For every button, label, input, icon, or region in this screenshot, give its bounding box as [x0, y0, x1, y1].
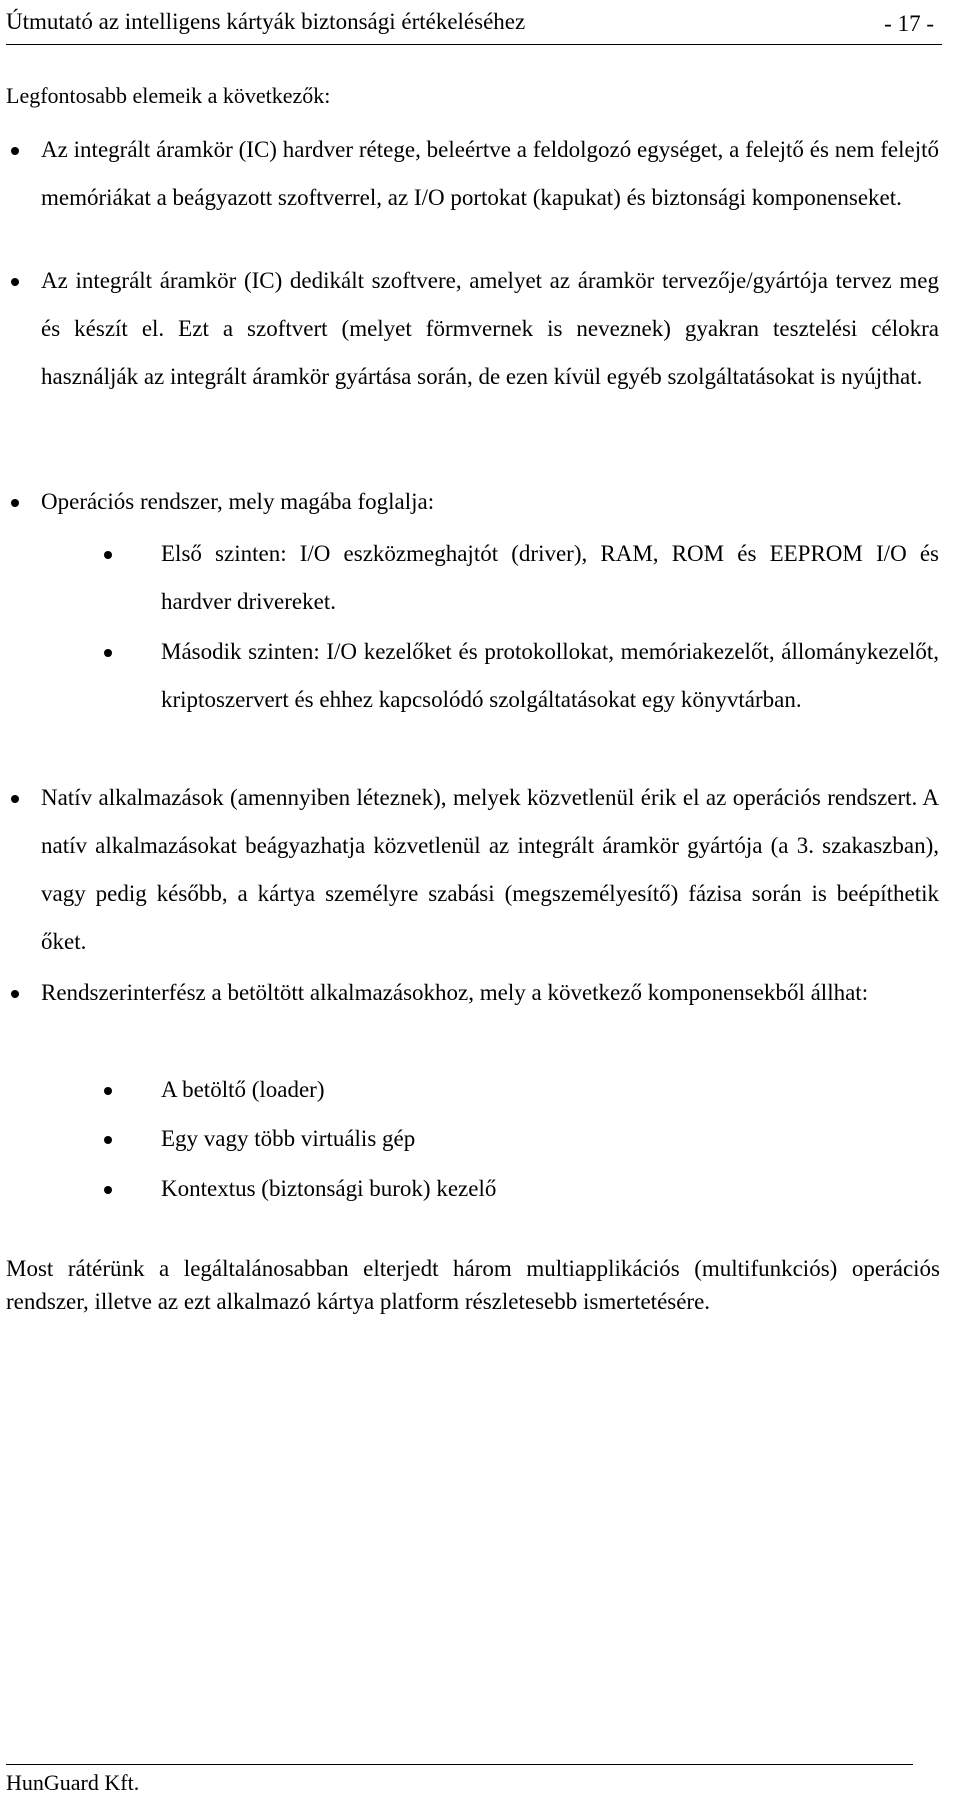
list-item-text: A betöltő (loader) [161, 1077, 325, 1102]
list-item-text: Második szinten: I/O kezelőket és protokollokat, memóriakezelőt, állománykezelőt, kriptoszervert és ehhez kapcsolódó szolgáltatásokat egy könyvtárban. [161, 639, 939, 712]
bullet-icon [11, 990, 19, 998]
header-title: Útmutató az intelligens kártyák biztonsági értékeléséhez [6, 9, 526, 34]
closing-text: Most rátérünk a legáltalánosabban elterjedt három multiapplikációs (multifunkciós) operációs rendszer, illetve az ezt alkalmazó kártya platform részletesebb ismertetésére. [6, 1256, 940, 1314]
footer-company: HunGuard Kft. [6, 1770, 140, 1795]
bullet-icon [11, 278, 19, 286]
footer-divider [6, 1764, 913, 1765]
intro-line: Legfontosabb elemeik a következők: [6, 83, 331, 108]
list-item-text: Első szinten: I/O eszközmeghajtót (driver), RAM, ROM és EEPROM I/O és hardver drivereket. [161, 541, 939, 614]
bullet-icon [104, 1087, 112, 1095]
list-item [161, 628, 939, 724]
list-item [41, 257, 939, 401]
bullet-icon [104, 551, 112, 559]
list-item [161, 530, 939, 626]
list-item [41, 478, 939, 526]
bullet-icon [11, 499, 19, 507]
bullet-icon [11, 147, 19, 155]
bullet-icon [104, 1136, 112, 1144]
page-number: - 17 - [884, 11, 934, 36]
closing-paragraph [6, 1252, 940, 1318]
list-item [161, 1165, 939, 1213]
list-item-text: Kontextus (biztonsági burok) kezelő [161, 1176, 497, 1201]
list-item [161, 1066, 939, 1114]
page-header [6, 4, 942, 45]
list-item [41, 969, 939, 1017]
list-item-text: Az integrált áramkör (IC) dedikált szoftvere, amelyet az áramkör tervezője/gyártója tervez meg és készít el. Ezt a szoftvert (melyet förmvernek is neveznek) gyakran tesztelési célokra használják az integrált áramkör gyártása során, de ezen kívül egyéb szolgáltatásokat is nyújthat. [41, 268, 939, 389]
list-item-text: Rendszerinterfész a betöltött alkalmazásokhoz, mely a következő komponensekből állhat: [41, 980, 869, 1005]
list-item [41, 774, 939, 966]
list-item-text: Natív alkalmazások (amennyiben léteznek), melyek közvetlenül érik el az operációs rendszert. A natív alkalmazásokat beágyazhatja közvetlenül az integrált áramkör gyártója (a 3. szakaszban), vagy pedig később, a kártya személyre szabási (megszemélyesítő) fázisa során is beépíthetik őket. [41, 785, 939, 954]
list-item-text: Operációs rendszer, mely magába foglalja: [41, 489, 435, 514]
bullet-icon [104, 649, 112, 657]
bullet-icon [104, 1186, 112, 1194]
bullet-icon [11, 795, 19, 803]
list-item-text: Egy vagy több virtuális gép [161, 1126, 416, 1151]
list-item [161, 1115, 939, 1163]
list-item [41, 126, 939, 222]
list-item-text: Az integrált áramkör (IC) hardver rétege, beleértve a feldolgozó egységet, a felejtő és nem felejtő memóriákat a beágyazott szoftverrel, az I/O portokat (kapukat) és biztonsági komponenseket. [41, 137, 939, 210]
